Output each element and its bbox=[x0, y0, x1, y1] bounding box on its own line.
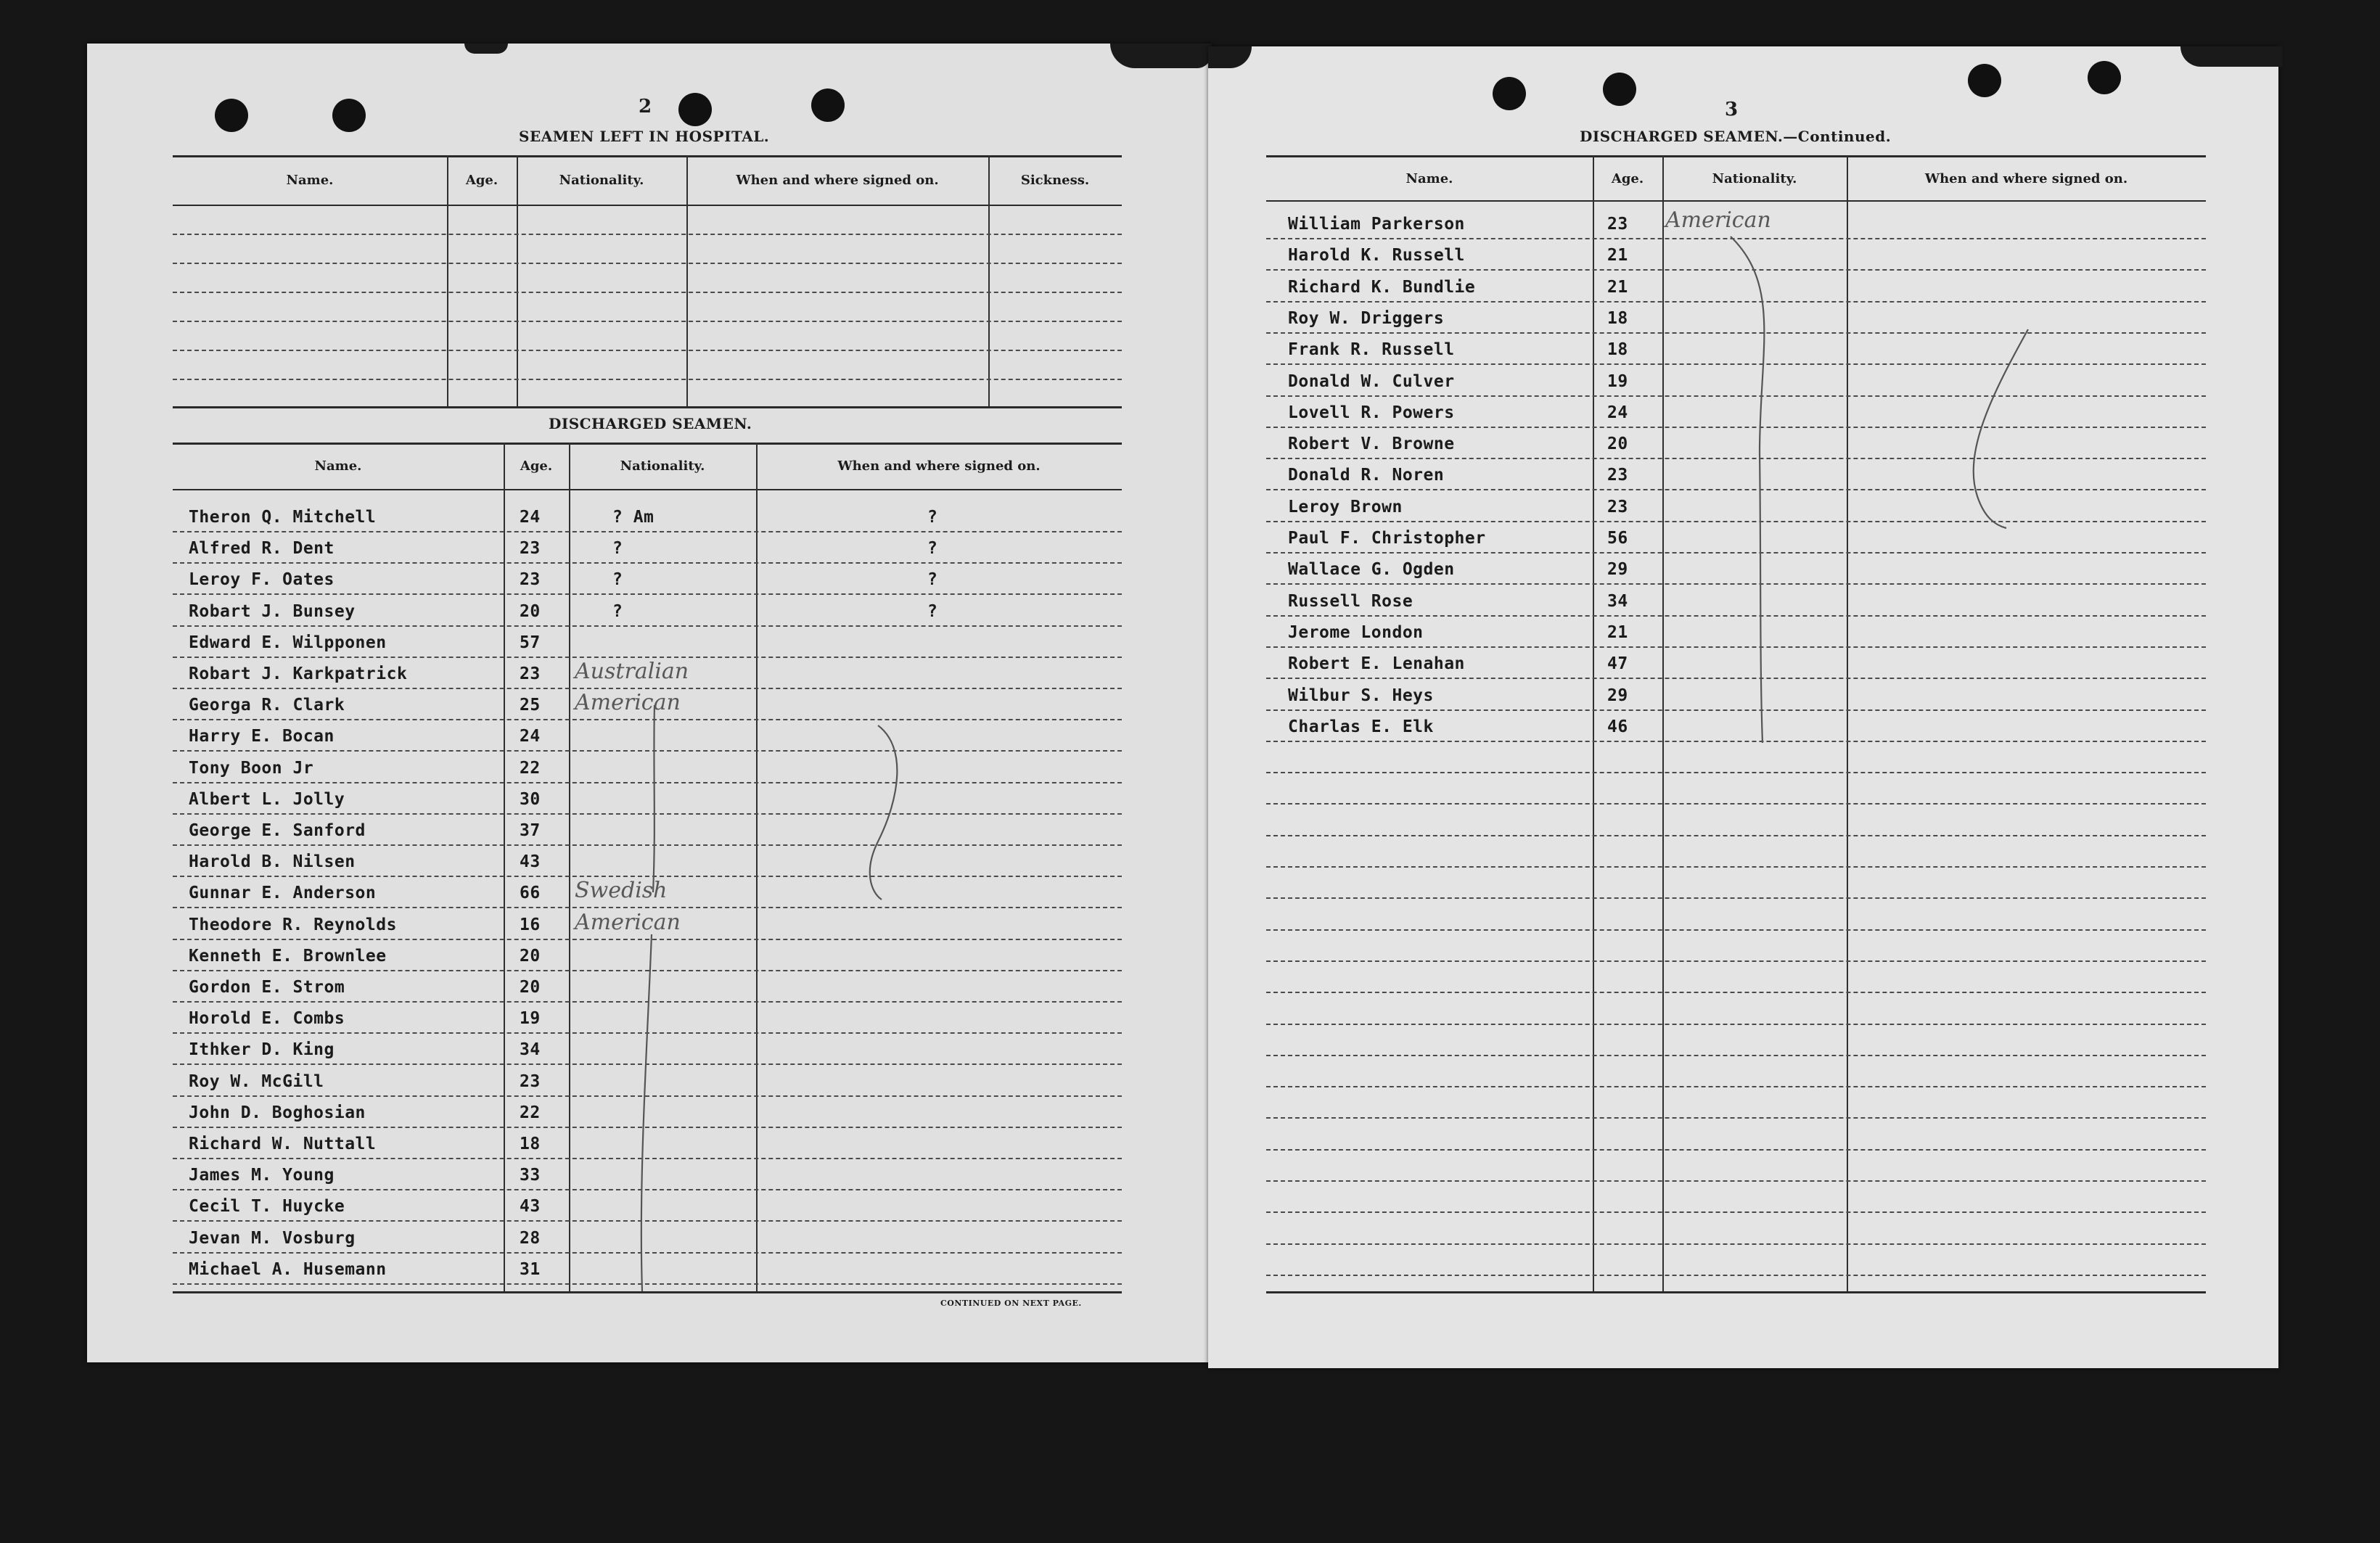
handwritten-ditto-marks bbox=[87, 44, 1212, 1362]
seaman-signed-on: ? bbox=[927, 508, 938, 527]
seaman-name: Richard K. Bundlie bbox=[1288, 277, 1476, 297]
seaman-name: Michael A. Husemann bbox=[189, 1259, 387, 1279]
hospital-column-header: Sickness. bbox=[1020, 173, 1090, 188]
seaman-name: Gunnar E. Anderson bbox=[189, 884, 377, 903]
seaman-age: 18 bbox=[1607, 340, 1628, 360]
seaman-name: Georga R. Clark bbox=[189, 696, 345, 715]
seaman-name: Jerome London bbox=[1288, 622, 1424, 642]
section-title-discharged-continued: DISCHARGED SEAMEN.—Continued. bbox=[1580, 128, 1892, 145]
seaman-age: 21 bbox=[1607, 246, 1628, 266]
discharged-column-header: Nationality. bbox=[620, 458, 705, 474]
seaman-age: 23 bbox=[520, 1071, 541, 1091]
seaman-age: 46 bbox=[1607, 717, 1628, 736]
discharged-column-header: Name. bbox=[314, 458, 362, 474]
seaman-name: Frank R. Russell bbox=[1288, 340, 1455, 360]
hospital-column-header: Nationality. bbox=[559, 173, 644, 188]
seaman-nationality: ? Am bbox=[612, 508, 654, 527]
left-page bbox=[87, 44, 1212, 1362]
seaman-age: 56 bbox=[1607, 529, 1628, 548]
seaman-age: 22 bbox=[520, 758, 541, 778]
seaman-age: 21 bbox=[1607, 622, 1628, 642]
seaman-name: Edward E. Wilpponen bbox=[189, 633, 387, 652]
seaman-name: Ithker D. King bbox=[189, 1040, 335, 1060]
seaman-age: 34 bbox=[520, 1040, 541, 1060]
section-title-discharged: DISCHARGED SEAMEN. bbox=[549, 415, 752, 432]
seaman-name: Harry E. Bocan bbox=[189, 727, 335, 746]
seaman-nationality: Swedish bbox=[575, 878, 668, 904]
seaman-name: Lovell R. Powers bbox=[1288, 403, 1455, 422]
seaman-name: Robert E. Lenahan bbox=[1288, 654, 1465, 674]
seaman-age: 16 bbox=[520, 915, 541, 934]
seaman-name: Donald W. Culver bbox=[1288, 371, 1455, 391]
seaman-age: 24 bbox=[1607, 403, 1628, 422]
seaman-age: 21 bbox=[1607, 277, 1628, 297]
seaman-name: Leroy Brown bbox=[1288, 497, 1403, 517]
seaman-name: Paul F. Christopher bbox=[1288, 529, 1486, 548]
seaman-signed-on: ? bbox=[927, 539, 938, 559]
seaman-signed-on: ? bbox=[927, 601, 938, 621]
hospital-column-header: Age. bbox=[465, 173, 498, 188]
right-column-header: When and where signed on. bbox=[1924, 171, 2128, 186]
seaman-nationality: Australian bbox=[575, 659, 689, 684]
seaman-name: Gordon E. Strom bbox=[189, 978, 345, 997]
seaman-age: 23 bbox=[520, 539, 541, 559]
seaman-age: 19 bbox=[520, 1009, 541, 1029]
page-number: 3 bbox=[1725, 99, 1739, 120]
seaman-age: 24 bbox=[520, 727, 541, 746]
seaman-name: Roy W. Driggers bbox=[1288, 308, 1445, 328]
seaman-name: Richard W. Nuttall bbox=[189, 1135, 377, 1153]
seaman-nationality: ? bbox=[612, 570, 623, 590]
seaman-name: George E. Sanford bbox=[189, 821, 366, 840]
right-column-header: Name. bbox=[1406, 171, 1453, 186]
seaman-nationality: ? bbox=[612, 601, 623, 621]
page-number: 2 bbox=[639, 96, 652, 118]
seaman-age: 20 bbox=[520, 946, 541, 966]
seaman-age: 20 bbox=[1607, 435, 1628, 454]
seaman-age: 20 bbox=[520, 601, 541, 621]
seaman-nationality: American bbox=[575, 690, 681, 716]
seaman-age: 19 bbox=[1607, 371, 1628, 391]
seaman-name: Albert L. Jolly bbox=[189, 789, 345, 809]
seaman-age: 37 bbox=[520, 821, 541, 840]
seaman-name: Leroy F. Oates bbox=[189, 570, 335, 590]
seaman-name: John D. Boghosian bbox=[189, 1103, 366, 1122]
seaman-name: Harold K. Russell bbox=[1288, 246, 1465, 266]
seaman-age: 29 bbox=[1607, 560, 1628, 580]
seaman-nationality: American bbox=[1665, 207, 1771, 233]
seaman-name: Roy W. McGill bbox=[189, 1071, 324, 1091]
hospital-column-header: Name. bbox=[286, 173, 334, 188]
seaman-age: 57 bbox=[520, 633, 541, 652]
seaman-age: 31 bbox=[520, 1259, 541, 1279]
seaman-age: 47 bbox=[1607, 654, 1628, 674]
seaman-age: 23 bbox=[1607, 497, 1628, 517]
seaman-age: 22 bbox=[520, 1103, 541, 1122]
seaman-name: Cecil T. Huycke bbox=[189, 1197, 345, 1217]
seaman-name: Jevan M. Vosburg bbox=[189, 1228, 356, 1248]
seaman-name: Harold B. Nilsen bbox=[189, 852, 356, 872]
seaman-name: Charlas E. Elk bbox=[1288, 717, 1434, 736]
seaman-age: 43 bbox=[520, 1197, 541, 1217]
discharged-column-header: When and where signed on. bbox=[837, 458, 1041, 474]
seaman-age: 23 bbox=[520, 664, 541, 683]
seaman-age: 29 bbox=[1607, 686, 1628, 705]
seaman-name: Wilbur S. Heys bbox=[1288, 686, 1434, 705]
seaman-name: Donald R. Noren bbox=[1288, 466, 1445, 485]
seaman-age: 28 bbox=[520, 1228, 541, 1248]
seaman-name: Wallace G. Ogden bbox=[1288, 560, 1455, 580]
seaman-name: Robert V. Browne bbox=[1288, 435, 1455, 454]
seaman-age: 24 bbox=[520, 508, 541, 527]
seaman-age: 23 bbox=[520, 570, 541, 590]
seaman-name: Theron Q. Mitchell bbox=[189, 508, 377, 527]
handwritten-ditto-marks bbox=[1208, 46, 2278, 1368]
seaman-name: Theodore R. Reynolds bbox=[189, 915, 397, 934]
seaman-name: William Parkerson bbox=[1288, 215, 1465, 234]
section-title-hospital: SEAMEN LEFT IN HOSPITAL. bbox=[519, 128, 770, 145]
seaman-age: 20 bbox=[520, 978, 541, 997]
seaman-age: 18 bbox=[1607, 308, 1628, 328]
discharged-column-header: Age. bbox=[520, 458, 553, 474]
seaman-age: 23 bbox=[1607, 466, 1628, 485]
seaman-age: 25 bbox=[520, 696, 541, 715]
seaman-name: Horold E. Combs bbox=[189, 1009, 345, 1029]
seaman-name: Robart J. Karkpatrick bbox=[189, 664, 408, 683]
right-page bbox=[1208, 46, 2278, 1368]
seaman-age: 23 bbox=[1607, 215, 1628, 234]
right-column-header: Nationality. bbox=[1712, 171, 1797, 186]
seaman-age: 18 bbox=[520, 1135, 541, 1153]
seaman-name: Tony Boon Jr bbox=[189, 758, 314, 778]
seaman-name: Alfred R. Dent bbox=[189, 539, 335, 559]
seaman-name: Robart J. Bunsey bbox=[189, 601, 356, 621]
hospital-column-header: When and where signed on. bbox=[736, 173, 939, 188]
seaman-age: 66 bbox=[520, 884, 541, 903]
seaman-signed-on: ? bbox=[927, 570, 938, 590]
right-column-header: Age. bbox=[1611, 171, 1644, 186]
continued-note: CONTINUED ON NEXT PAGE. bbox=[940, 1299, 1082, 1308]
seaman-nationality: ? bbox=[612, 539, 623, 559]
seaman-age: 43 bbox=[520, 852, 541, 872]
seaman-age: 34 bbox=[1607, 591, 1628, 611]
seaman-name: Kenneth E. Brownlee bbox=[189, 946, 387, 966]
seaman-name: James M. Young bbox=[189, 1166, 335, 1185]
seaman-nationality: American bbox=[575, 909, 681, 935]
seaman-age: 30 bbox=[520, 789, 541, 809]
seaman-name: Russell Rose bbox=[1288, 591, 1413, 611]
seaman-age: 33 bbox=[520, 1166, 541, 1185]
